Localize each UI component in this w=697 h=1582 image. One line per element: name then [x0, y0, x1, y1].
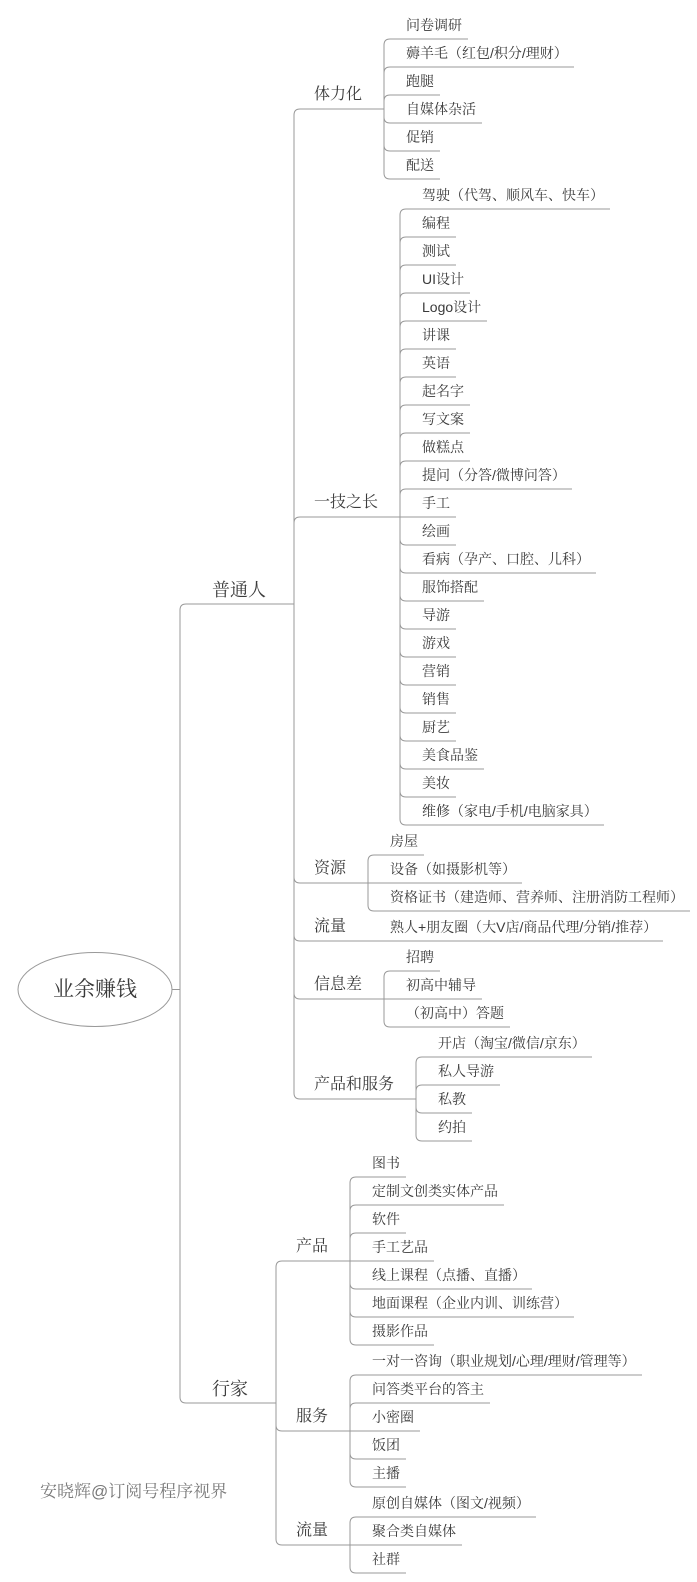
leaf-label[interactable]: 手工艺品	[372, 1239, 428, 1255]
leaf-label[interactable]: 起名字	[422, 383, 464, 399]
leaf-label[interactable]: 营销	[422, 663, 450, 679]
leaf-label[interactable]: 促销	[406, 129, 434, 145]
leaf-label[interactable]: 线上课程（点播、直播）	[372, 1267, 526, 1283]
leaf-label[interactable]: 维修（家电/手机/电脑家具）	[422, 803, 598, 819]
leaf-label[interactable]: 导游	[422, 607, 450, 623]
topic-label[interactable]: 资源	[314, 860, 347, 877]
leaf-label[interactable]: 图书	[372, 1155, 400, 1171]
leaf-label[interactable]: 自媒体杂活	[406, 101, 476, 117]
topic-label[interactable]: 产品	[296, 1238, 329, 1255]
leaf-label[interactable]: 美妆	[422, 775, 450, 791]
leaf-label[interactable]: 看病（孕产、口腔、儿科）	[422, 551, 590, 567]
leaf-label[interactable]: 私人导游	[438, 1063, 494, 1079]
leaf-label[interactable]: 一对一咨询（职业规划/心理/理财/管理等）	[372, 1353, 636, 1369]
leaf-label[interactable]: 房屋	[390, 833, 418, 849]
leaf-label[interactable]: 地面课程（企业内训、训练营）	[372, 1295, 568, 1311]
leaf-label[interactable]: 手工	[422, 495, 450, 511]
leaf-label[interactable]: 写文案	[422, 411, 464, 427]
leaf-label[interactable]: 提问（分答/微博问答）	[422, 467, 566, 483]
topic-label[interactable]: 流量	[314, 918, 347, 935]
branch-label[interactable]: 行家	[212, 1379, 248, 1399]
branch-label[interactable]: 普通人	[212, 580, 266, 600]
leaf-label[interactable]: 厨艺	[422, 719, 450, 735]
leaf-label[interactable]: 初高中辅导	[406, 977, 476, 993]
leaf-label[interactable]: 驾驶（代驾、顺风车、快车）	[422, 187, 604, 203]
topic-label[interactable]: 一技之长	[314, 494, 379, 511]
leaf-label[interactable]: 定制文创类实体产品	[372, 1183, 498, 1199]
topic-label[interactable]: 服务	[296, 1408, 329, 1425]
leaf-label[interactable]: Logo设计	[422, 299, 482, 315]
leaf-label[interactable]: 编程	[422, 215, 450, 231]
leaf-label[interactable]: 设备（如摄影机等）	[390, 861, 516, 877]
leaf-label[interactable]: 服饰搭配	[422, 579, 478, 595]
leaf-label[interactable]: 销售	[422, 691, 450, 707]
leaf-label[interactable]: 约拍	[438, 1119, 466, 1135]
leaf-label[interactable]: 薅羊毛（红包/积分/理财）	[406, 45, 568, 61]
leaf-label[interactable]: （初高中）答题	[406, 1005, 504, 1021]
leaf-label[interactable]: 英语	[422, 355, 450, 371]
leaf-label[interactable]: 熟人+朋友圈（大V店/商品代理/分销/推荐）	[390, 919, 658, 935]
leaf-label[interactable]: 资格证书（建造师、营养师、注册消防工程师）	[390, 889, 684, 905]
leaf-label[interactable]: 社群	[372, 1551, 400, 1567]
root-topic[interactable]: 业余赚钱	[53, 977, 137, 1001]
watermark-text: 安晓辉@订阅号程序视界	[40, 1482, 228, 1501]
leaf-label[interactable]: 软件	[372, 1211, 400, 1227]
leaf-label[interactable]: 讲课	[422, 327, 450, 343]
topic-label[interactable]: 流量	[296, 1522, 329, 1539]
leaf-label[interactable]: 问答类平台的答主	[372, 1381, 484, 1397]
topic-label[interactable]: 产品和服务	[314, 1076, 395, 1093]
leaf-label[interactable]: 绘画	[422, 523, 450, 539]
topic-label[interactable]: 信息差	[314, 976, 363, 993]
leaf-label[interactable]: 测试	[422, 243, 450, 259]
leaf-label[interactable]: 招聘	[406, 949, 434, 965]
topic-label[interactable]: 体力化	[314, 86, 363, 103]
leaf-label[interactable]: 摄影作品	[372, 1323, 428, 1339]
leaf-label[interactable]: 美食品鉴	[422, 747, 478, 763]
leaf-label[interactable]: 问卷调研	[406, 17, 462, 33]
leaf-label[interactable]: 开店（淘宝/微信/京东）	[438, 1035, 586, 1051]
leaf-label[interactable]: 跑腿	[406, 73, 434, 89]
leaf-label[interactable]: 游戏	[422, 635, 450, 651]
leaf-label[interactable]: 聚合类自媒体	[372, 1523, 456, 1539]
leaf-label[interactable]: 原创自媒体（图文/视频）	[372, 1495, 530, 1511]
leaf-label[interactable]: 私教	[438, 1091, 466, 1107]
leaf-label[interactable]: 主播	[372, 1465, 400, 1481]
leaf-label[interactable]: 小密圈	[372, 1409, 414, 1425]
leaf-label[interactable]: 做糕点	[422, 439, 464, 455]
leaf-label[interactable]: 饭团	[372, 1437, 400, 1453]
leaf-label[interactable]: UI设计	[422, 271, 464, 287]
leaf-label[interactable]: 配送	[406, 157, 434, 173]
